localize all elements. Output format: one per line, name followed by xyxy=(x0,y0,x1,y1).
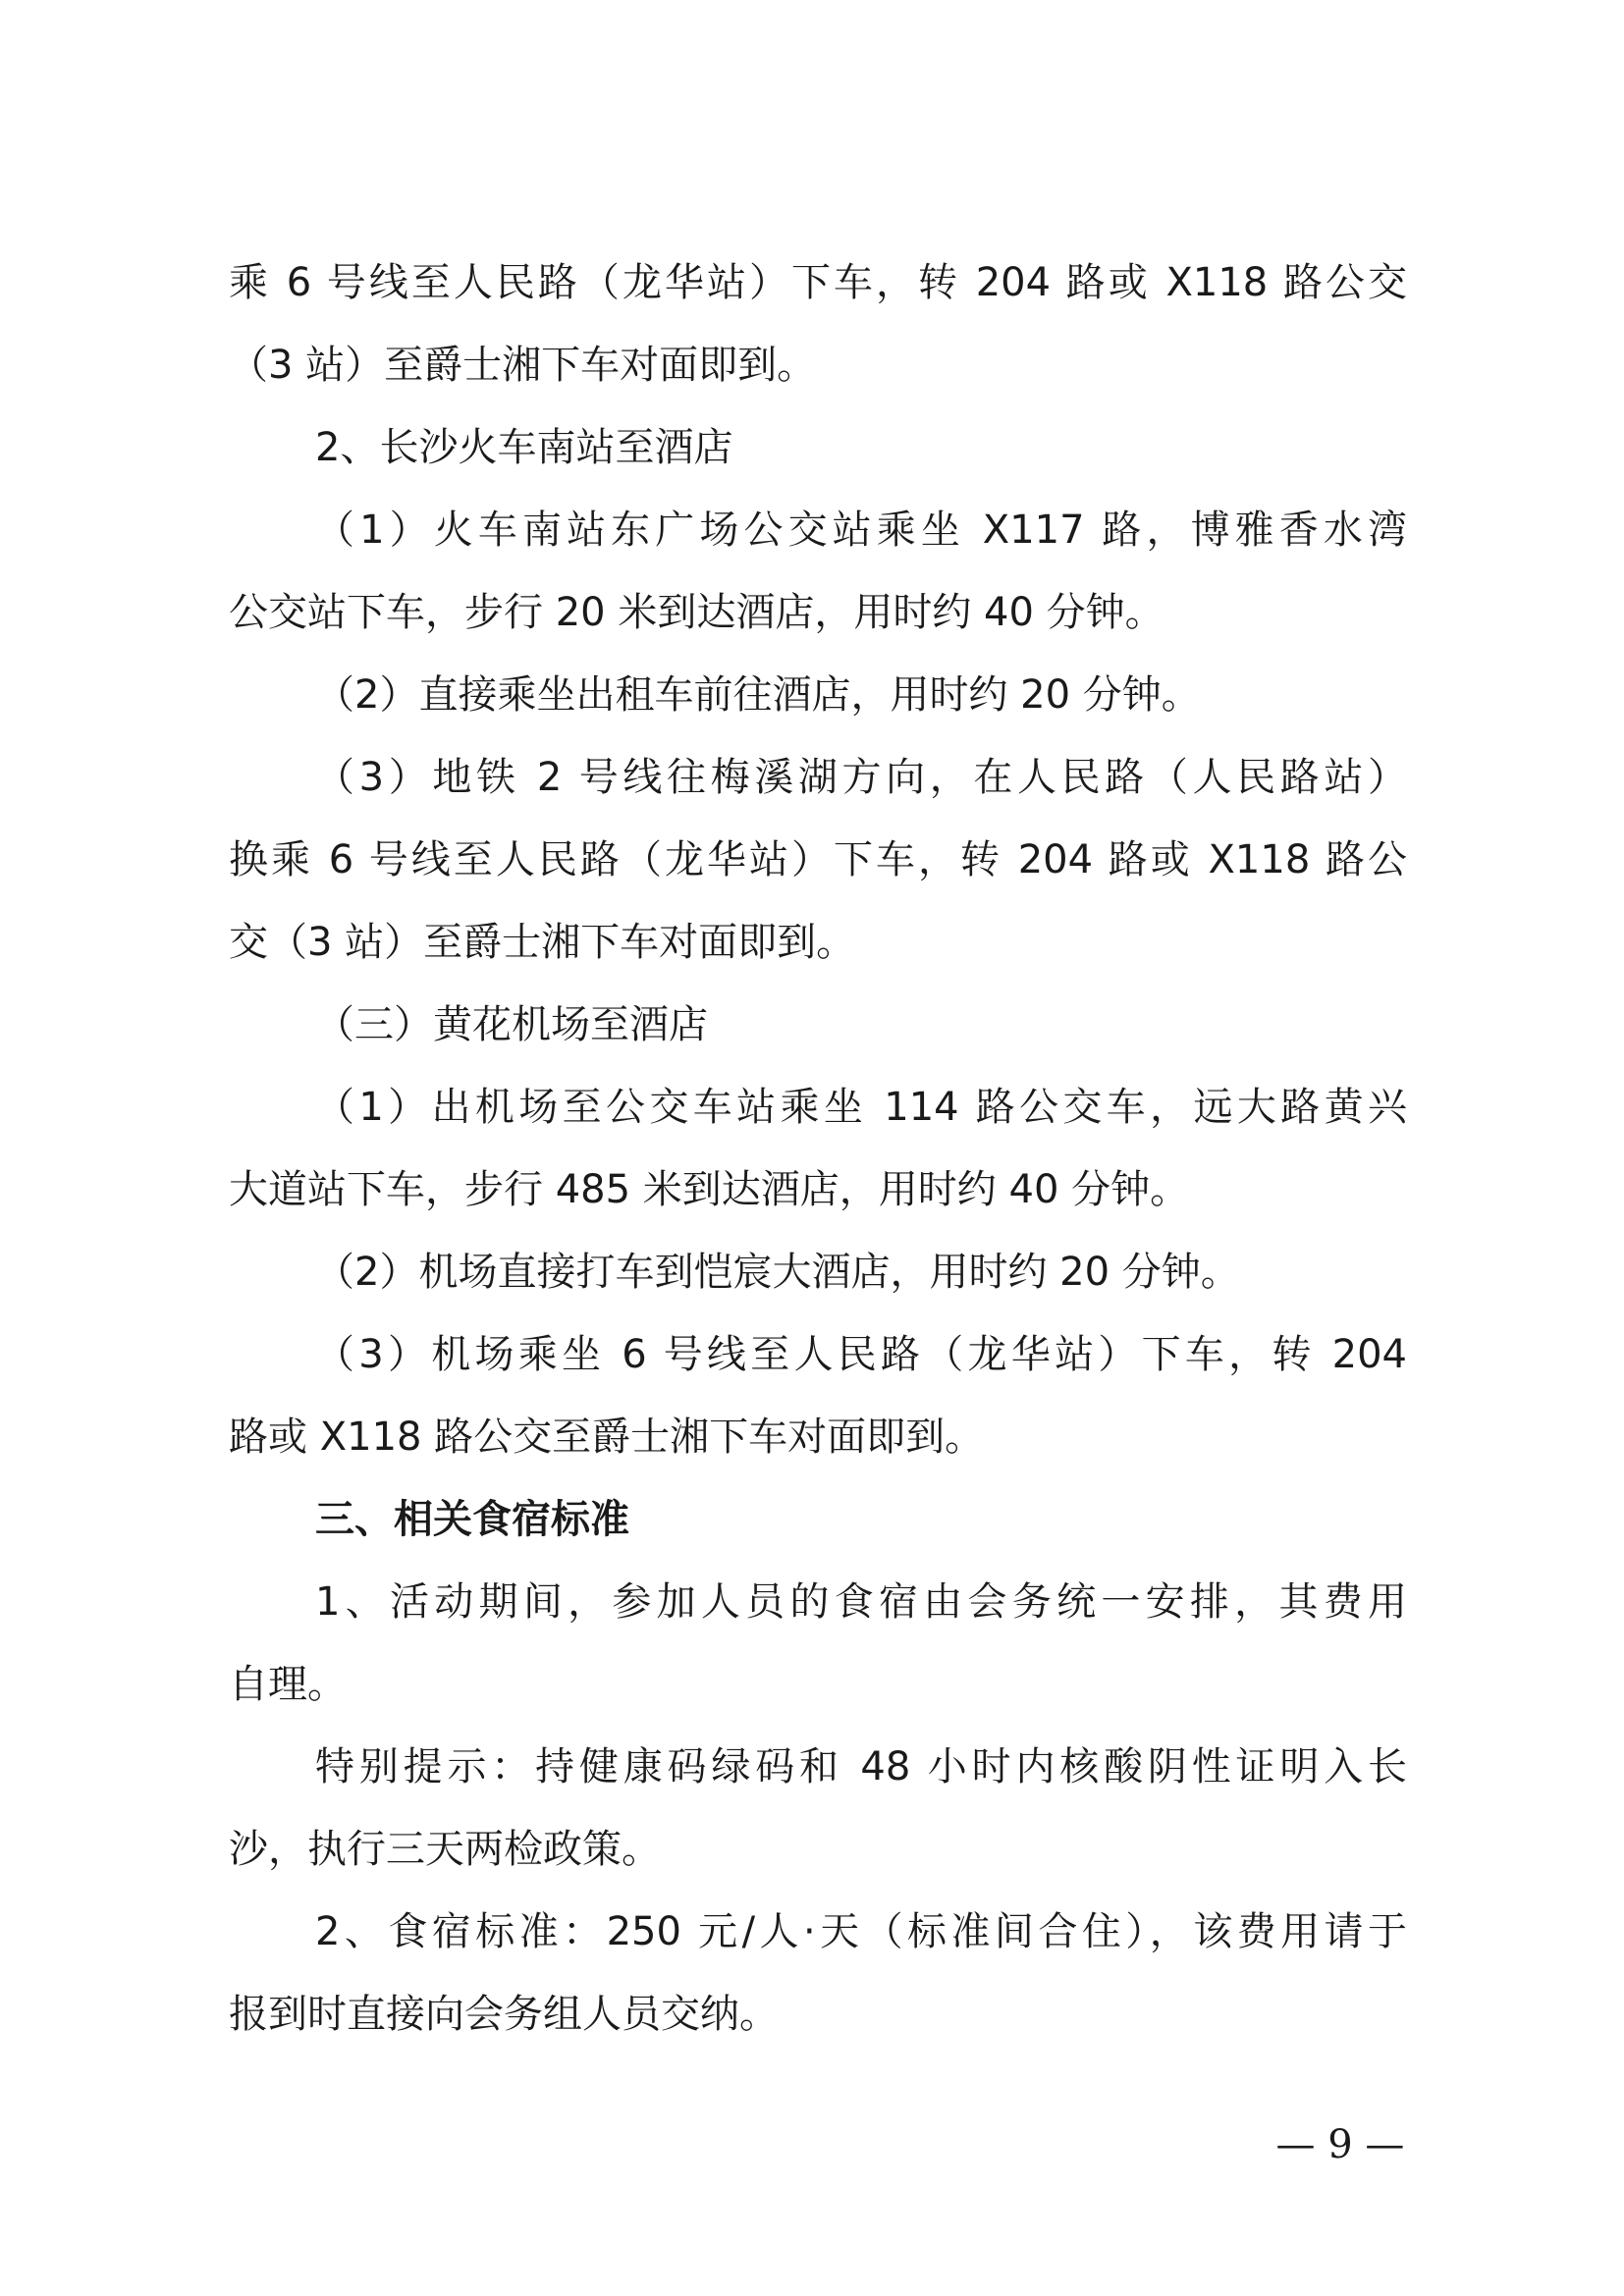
paragraph-line: 沙，执行三天两检政策。 xyxy=(229,1827,661,1872)
section-subheading: （三）黄花机场至酒店 xyxy=(315,1002,708,1047)
paragraph-line: （2）直接乘坐出租车前往酒店，用时约 20 分钟。 xyxy=(315,672,1201,718)
paragraph-line: 路或 X118 路公交至爵士湘下车对面即到。 xyxy=(229,1415,985,1460)
paragraph-line: （3 站）至爵士湘下车对面即到。 xyxy=(229,343,817,388)
paragraph-line: 2、食宿标准：250 元/人·天（标准间合住），该费用请于 xyxy=(315,1909,1407,1954)
paragraph-line: 1、活动期间，参加人员的食宿由会务统一安排，其费用 xyxy=(315,1579,1407,1625)
document-body xyxy=(229,241,1407,2056)
paragraph-line: 乘 6 号线至人民路（龙华站）下车，转 204 路或 X118 路公交 xyxy=(229,260,1407,305)
paragraph-line: （1）火车南站东广场公交站乘坐 X117 路，博雅香水湾 xyxy=(315,507,1407,553)
paragraph-line: （3）机场乘坐 6 号线至人民路（龙华站）下车，转 204 xyxy=(315,1332,1407,1377)
paragraph-line: （1）出机场至公交车站乘坐 114 路公交车，远大路黄兴 xyxy=(315,1085,1407,1130)
paragraph-line: 自理。 xyxy=(229,1662,347,1707)
paragraph-line: （2）机场直接打车到恺宸大酒店，用时约 20 分钟。 xyxy=(315,1250,1240,1295)
paragraph-line: 换乘 6 号线至人民路（龙华站）下车，转 204 路或 X118 路公 xyxy=(229,837,1407,882)
section-heading: 三、相关食宿标准 xyxy=(315,1497,629,1542)
section-subheading: 2、长沙火车南站至酒店 xyxy=(315,425,733,470)
paragraph-line: 公交站下车，步行 20 米到达酒店，用时约 40 分钟。 xyxy=(229,590,1164,635)
paragraph-line: （3）地铁 2 号线往梅溪湖方向，在人民路（人民路站） xyxy=(315,755,1407,800)
paragraph-line: 特别提示：持健康码绿码和 48 小时内核酸阴性证明入长 xyxy=(315,1744,1407,1789)
paragraph-line: 报到时直接向会务组人员交纳。 xyxy=(229,1992,779,2037)
page-number: — 9 — xyxy=(1275,2122,1405,2167)
paragraph-line: 交（3 站）至爵士湘下车对面即到。 xyxy=(229,920,856,965)
paragraph-line: 大道站下车，步行 485 米到达酒店，用时约 40 分钟。 xyxy=(229,1167,1190,1212)
